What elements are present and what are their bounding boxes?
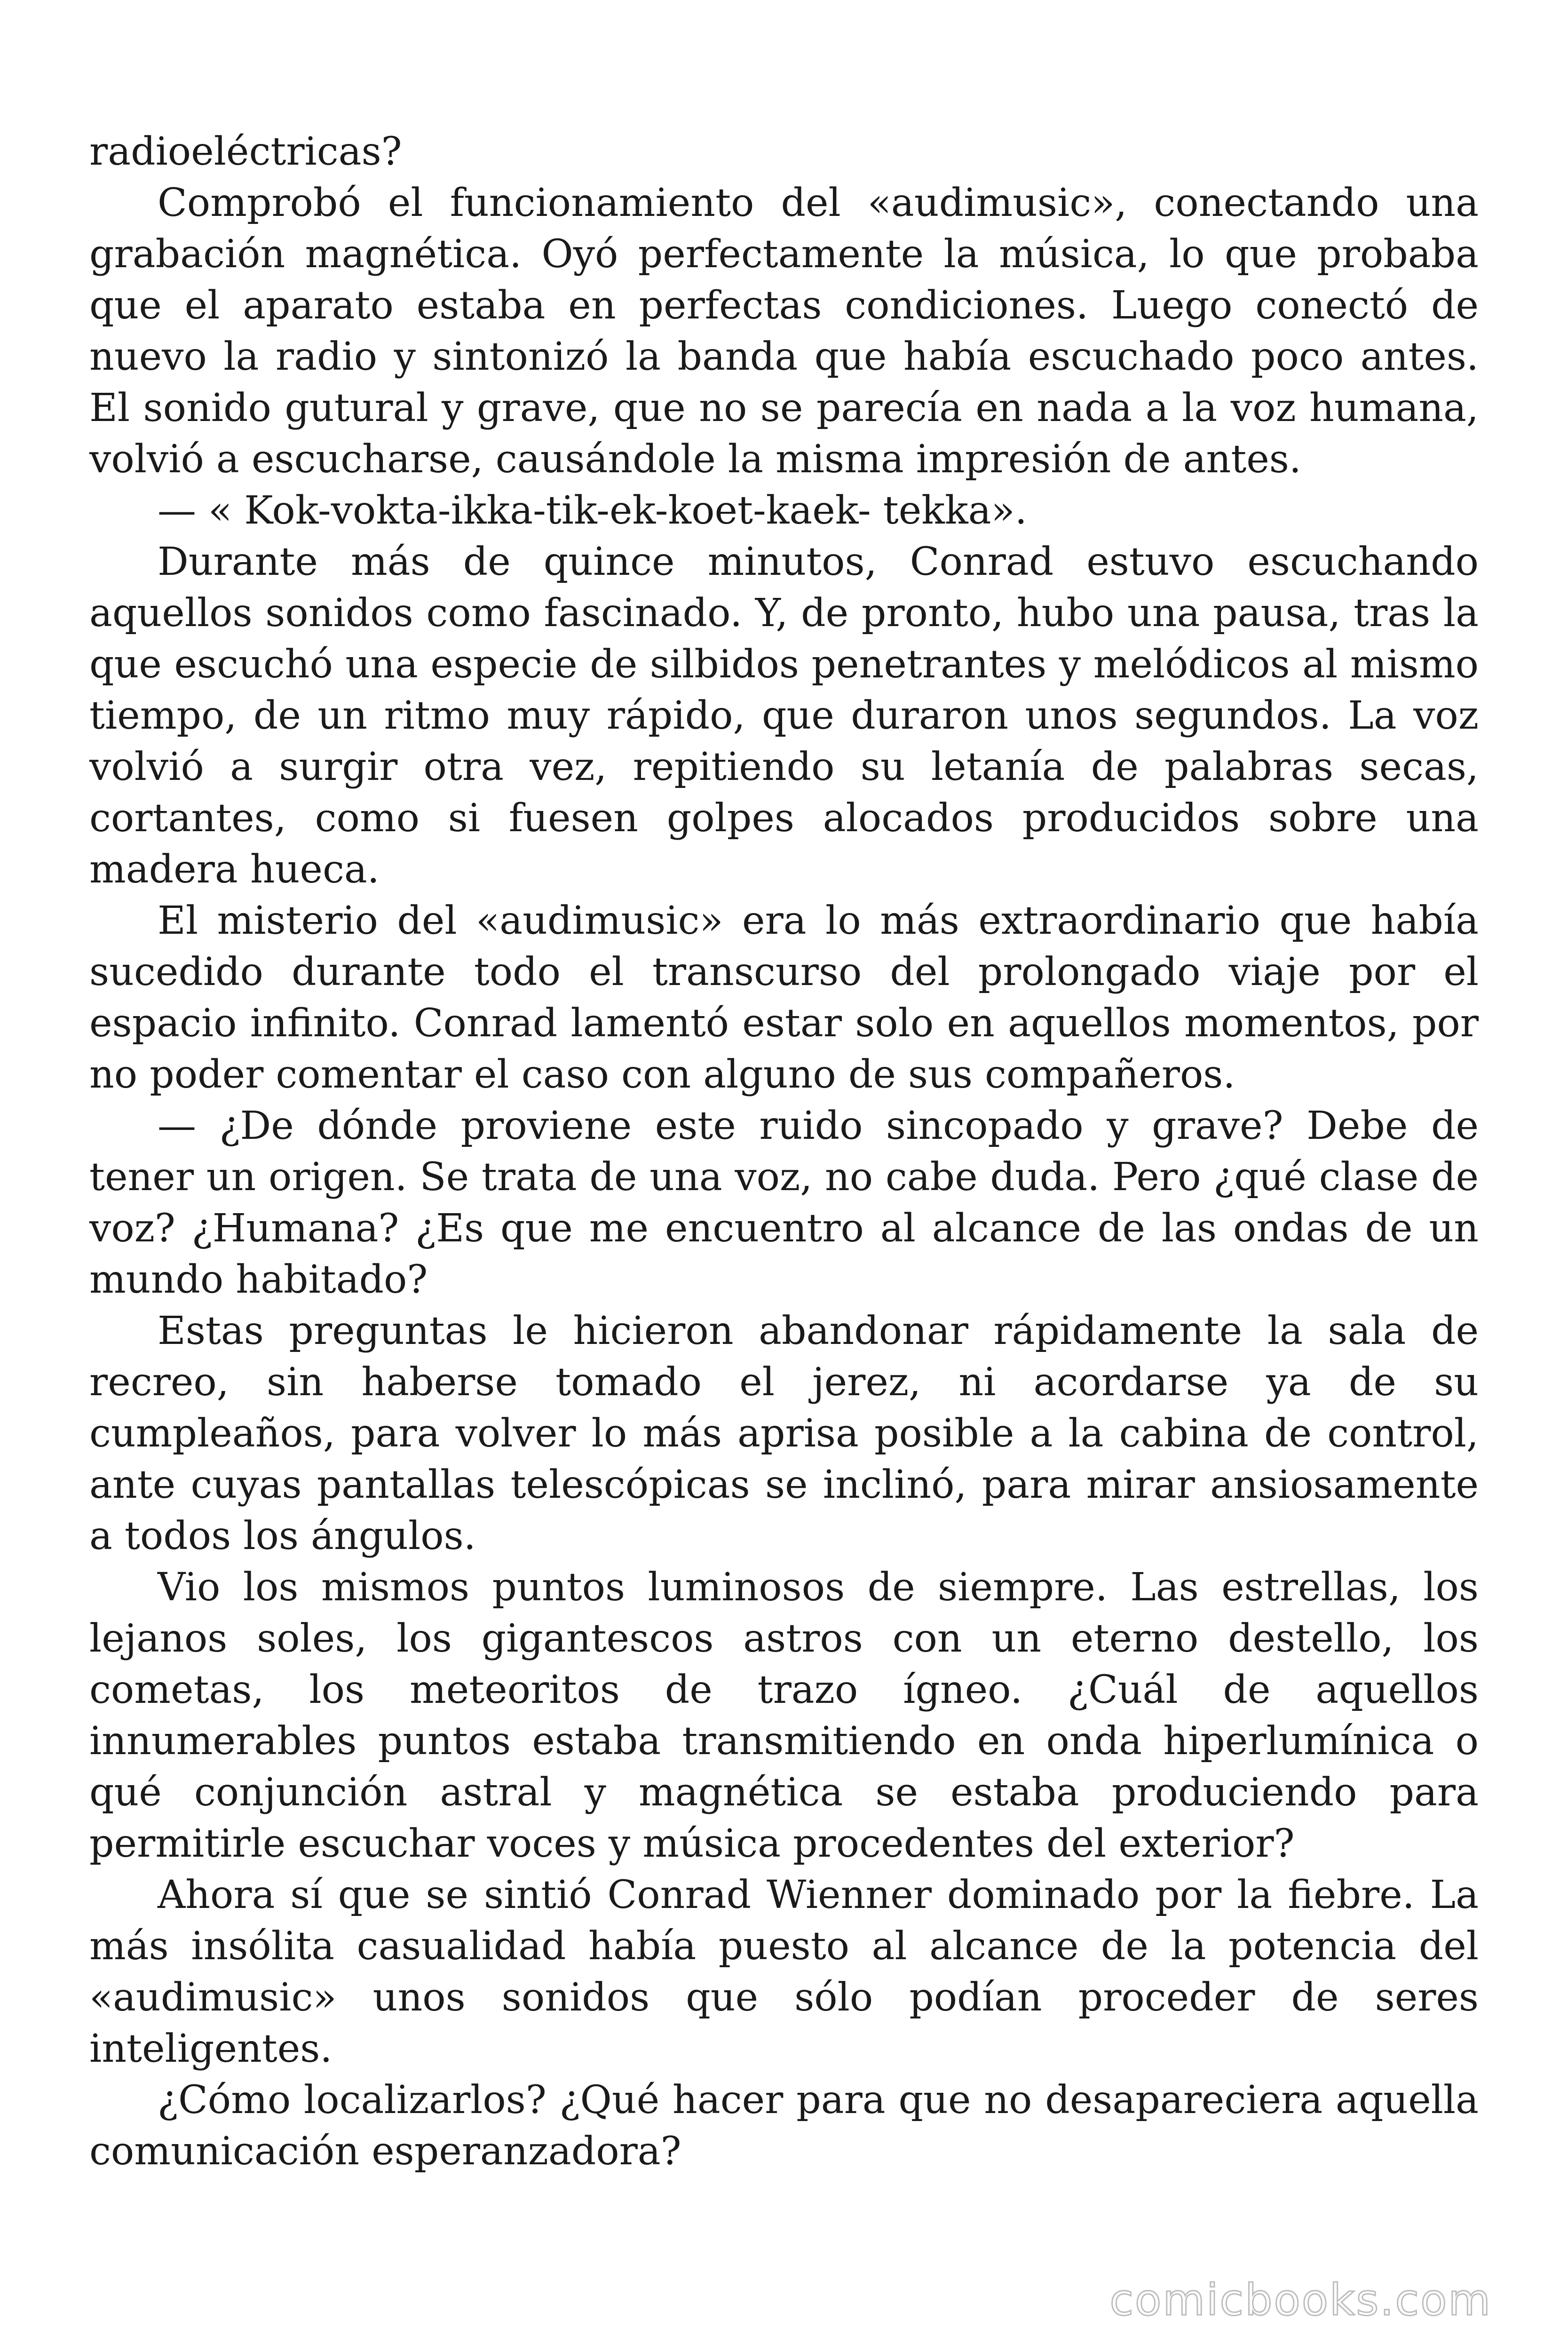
paragraph: radioeléctricas? <box>89 129 402 174</box>
watermark: comicbooks.com <box>1109 2275 1492 2325</box>
page-text <box>89 126 1479 2177</box>
paragraph: El misterio del «audimusic» era lo más extraordinario que había sucedido durante todo el transcurso del prolongado viaje por el espacio infinito. Conrad lamentó estar solo en aquellos momentos, por no poder comentar el caso con alguno de sus compañeros. <box>89 898 1479 1097</box>
paragraph: — ¿De dónde proviene este ruido sincopado y grave? Debe de tener un origen. Se trata de una voz, no cabe duda. Pero ¿qué clase de voz? ¿Humana? ¿Es que me encuentro al alcance de las ondas de un mundo habitado? <box>89 1104 1479 1302</box>
paragraph: Estas preguntas le hicieron abandonar rápidamente la sala de recreo, sin haberse tomado el jerez, ni acordarse ya de su cumpleaños, para volver lo más aprisa posible a la cabina de control, ante cuyas pantallas telescópicas se inclinó, para mirar ansiosamente a todos los ángulos. <box>89 1309 1479 1558</box>
paragraph: Ahora sí que se sintió Conrad Wienner dominado por la fiebre. La más insólita casualidad había puesto al alcance de la potencia del «audimusic» unos sonidos que sólo podían proceder de seres inteligentes. <box>89 1873 1479 2071</box>
paragraph: Vio los mismos puntos luminosos de siempre. Las estrellas, los lejanos soles, los gigantescos astros con un eterno destello, los cometas, los meteoritos de trazo ígneo. ¿Cuál de aquellos innumerables puntos estaba transmitiendo en onda hiperlumínica o qué conjunción astral y magnética se estaba produciendo para permitirle escuchar voces y música procedentes del exterior? <box>89 1565 1479 1866</box>
paragraph: — « Kok-vokta-ikka-tik-ek-koet-kaek- tekka». <box>158 488 1027 533</box>
paragraph: Comprobó el funcionamiento del «audimusic», conectando una grabación magnética. Oyó perfectamente la música, lo que probaba que el aparato estaba en perfectas condiciones. Luego conectó de nuevo la radio y sintonizó la banda que había escuchado poco antes. El sonido gutural y grave, que no se parecía en nada a la voz humana, volvió a escucharse, causándole la misma impresión de antes. <box>89 181 1479 482</box>
paragraph: Durante más de quince minutos, Conrad estuvo escuchando aquellos sonidos como fascinado. Y, de pronto, hubo una pausa, tras la que escuchó una especie de silbidos penetrantes y melódicos al mismo tiempo, de un ritmo muy rápido, que duraron unos segundos. La voz volvió a surgir otra vez, repitiendo su letanía de palabras secas, cortantes, como si fuesen golpes alocados producidos sobre una madera hueca. <box>89 540 1479 892</box>
paragraph: ¿Cómo localizarlos? ¿Qué hacer para que no desapareciera aquella comunicación esperanzadora? <box>89 2078 1479 2174</box>
